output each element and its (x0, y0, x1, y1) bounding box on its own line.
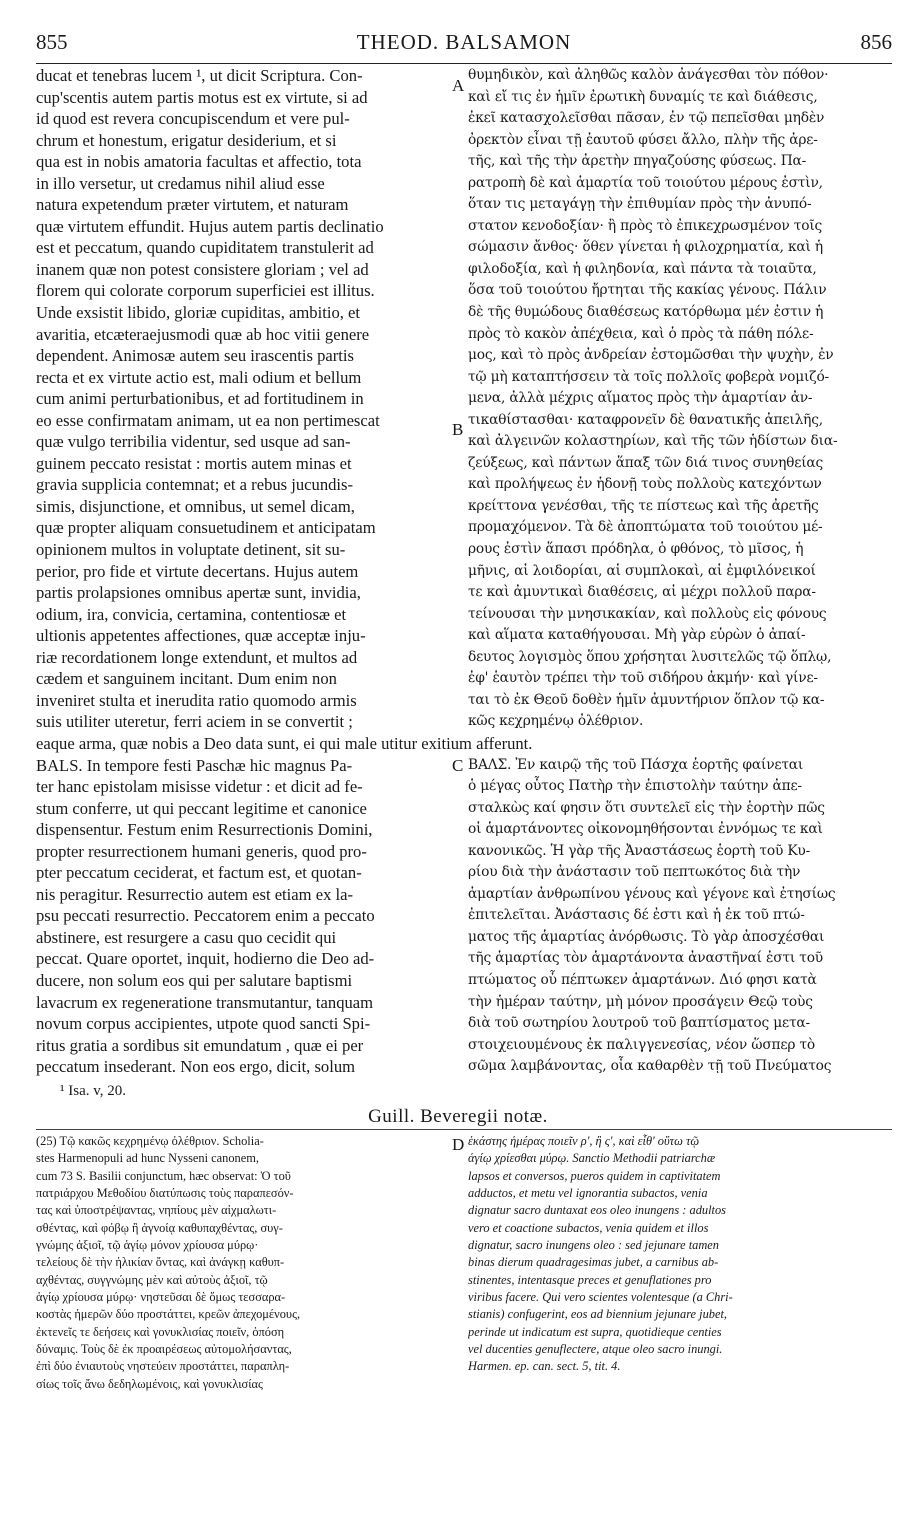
latin-text-line: ter hanc epistolam misisse videtur : et dicit ad fe- (36, 777, 363, 797)
notes-right-column (468, 1133, 893, 1376)
greek-text-line: μος, καὶ τὸ πρὸς ἀνδρείαν ἐστομῶσθαι τὴν ψυχὴν, ἐν (468, 347, 834, 364)
greek-text-line: σώμασιν ἄνθος· ὅθεν γίνεται ἡ φιλοχρηματία, καὶ ἡ (468, 239, 823, 256)
greek-text-line: ἁμαρτίαν ἀνθρωπίνου γένους καὶ γέγονε καὶ ἐτησίως (468, 885, 836, 902)
note-text-line: Harmen. ep. can. sect. 5, tit. 4. (468, 1359, 621, 1374)
latin-text-line: ducere, non solum eos qui per salutare baptismi (36, 970, 353, 990)
greek-text-line: προμαχόμενον. Τὰ δὲ ἀποπτώματα τοῦ τοιούτου μέ- (468, 519, 823, 536)
latin-column (36, 65, 533, 1078)
latin-text-line: natura expetendum præter virtutem, et naturam (36, 195, 349, 215)
greek-text-line: ζεύξεως, καὶ πάντων ἅπαξ τῶν διά τινος συνηθείας (468, 454, 824, 471)
greek-text-line: τῷ μὴ καταπτήσσειν τὰ τοῖς πολλοῖς φοβερὰ νομιζό- (468, 368, 830, 385)
greek-text-line: ἐκεῖ κατασχολεῖσθαι πᾶσαν, ἐν τῷ πεπεῖσθαι μηδὲν (468, 110, 825, 127)
note-text-line: stes Harmenopuli ad hunc Nysseni canonem, (36, 1151, 259, 1166)
margin-letter-a: A (452, 76, 465, 95)
note-text-line: ἐκτενεῖς τε δεήσεις καὶ γονυκλισίας ποιεῖν, ὁπόση (36, 1324, 285, 1339)
greek-text-line: ὅσα τοῦ τοιούτου ἤρτηται τῆς κακίας γένους. Πάλιν (468, 282, 827, 299)
latin-text-line: quæ propter aliquam consuetudinem et anticipatam (36, 518, 376, 538)
note-text-line: lapsos et conversos, pueros quidem in captivitatem (468, 1168, 721, 1183)
latin-text-line: est et peccatum, quando cupiditatem transtulerit ad (36, 238, 374, 258)
latin-text-line: cup'scentis autem partis motus est ex virtute, si ad (36, 87, 368, 107)
greek-text-line: στοιχειουμένους ἐκ παλιγγενεσίας, νέον ὥσπερ τὸ (468, 1036, 815, 1053)
greek-text-line: ἐφ' ἑαυτὸν τρέπει τὴν τοῦ σιδήρου ἀκμήν· καὶ γίνε- (468, 670, 818, 687)
greek-text-line: τείνουσαι τὴν μνησικακίαν, καὶ πολλοὺς εἰς φόνους (468, 605, 827, 622)
greek-text-line: ὅταν τις μεταγάγῃ τὴν ἐπιθυμίαν πρὸς τὴν ἀνυπό- (468, 196, 812, 213)
note-text-line: stinentes, intentasque preces et genuflationes pro (468, 1272, 712, 1287)
latin-text-line: simis, disjunctione, et omnibus, ut semel dicam, (36, 496, 355, 516)
latin-text-line: in illo versetur, ut credamus nihil aliud esse (36, 173, 325, 193)
latin-text-line: chrum et honestum, erigatur desiderium, et si (36, 130, 337, 150)
header-rule (36, 63, 892, 64)
note-text-line: dignatur, sacro inungens oleo : sed jejunare tamen (468, 1238, 719, 1253)
note-text-line: δύναμις. Τοὺς δὲ ἐκ προαιρέσεως αὐτομολήσαντας, (36, 1342, 292, 1357)
greek-text-line: ὀρεκτὸν εἶναι τῇ ἑαυτοῦ φύσει ἄλλο, πλὴν τῆς ἀρε- (468, 131, 818, 148)
greek-text-line: δὲ τῆς θυμώδους διαθέσεως κατόρθωμα μέν ἐστιν ἡ (468, 304, 824, 321)
margin-letter-b: B (452, 420, 464, 439)
greek-text-line: τῆς ἁμαρτίας τὸν ἁμαρτάνοντα ἀναστῆναί ἐστι τοῦ (468, 950, 823, 967)
note-text-line: stianis) confugerint, eos ad biennium jejunare jubet, (468, 1307, 728, 1322)
latin-text-line: nis peragitur. Resurrectio autem est etiam ex la- (36, 884, 354, 904)
latin-text-line: recta et ex virtute actio est, mali odium et bellum (36, 367, 362, 387)
greek-text-line: δευτος λογισμὸς ὅπου χρήσηται λυσιτελῶς τῷ ὅπλῳ, (468, 648, 832, 665)
latin-text-line: lavacrum ex regeneratione transmutantur, tanquam (36, 992, 374, 1012)
latin-text-line: ducat et tenebras lucem ¹, ut dicit Scriptura. Con- (36, 66, 363, 85)
note-text-line: vel ducenties genuflectere, atque oleo sacro inungi. (468, 1342, 723, 1357)
greek-text-line: μῆνις, αἱ λοιδορίαι, αἱ συμπλοκαὶ, αἱ ἐμφιλόνεικοί (468, 562, 816, 579)
latin-text-line: novum corpus accipientes, utpote quod sancti Spi- (36, 1014, 371, 1034)
margin-letter-c: C (452, 756, 464, 775)
note-text-line: viribus facere. Qui vero scientes volentesque (a Chri- (468, 1290, 733, 1305)
greek-text-line: κρείττονα γενέσθαι, τῆς τε πίστεως καὶ τῆς ἀρετῆς (468, 497, 819, 514)
latin-text-line: stum conferre, ut qui peccant legitime et canonice (36, 798, 367, 818)
latin-text-line: dependent. Animosæ autem seu irascentis partis (36, 346, 354, 366)
latin-text-line: inanem quæ non potest consistere gloriam ; vel ad (36, 259, 369, 279)
latin-text-line: florem qui colorate corporum superficiei est illitus. (36, 281, 375, 301)
greek-text-line: τῆς, καὶ τῆς τὴν ἀρετὴν πηγαζούσης φύσεως. Πα- (468, 153, 807, 170)
latin-text-line: psu peccati resurrectio. Peccatorem enim a peccato (36, 906, 375, 926)
latin-text-line: guinem peccato resistat : mortis autem minas et (36, 453, 352, 473)
latin-text-line: suis utiliter uteretur, ferri aciem in se convertit ; (36, 712, 353, 732)
greek-text-line: ματος τῆς ἁμαρτίας ἀνόρθωσις. Τὸ γὰρ ἀποσχέσθαι (468, 928, 825, 945)
latin-text-line: partis prolapsiones omnibus apertæ sunt, invidia, (36, 583, 361, 603)
latin-text-line: dispensentur. Festum enim Resurrectionis Domini, (36, 820, 373, 840)
latin-text-line: gravia supplicia contemnat; et a rebus jucundis- (36, 475, 354, 495)
page-number-right: 856 (860, 30, 892, 54)
greek-text-line: ται τὸ ἐκ Θεοῦ δοθὲν ἡμῖν ἀμυντήριον ὅπλον τῷ κα- (468, 691, 825, 708)
latin-text-line: eo esse confirmatam animam, ut ea non pertimescat (36, 410, 380, 430)
margin-letter-d: D (452, 1135, 465, 1154)
latin-text-line: Unde exsistit libido, gloriæ cupiditas, ambitio, et (36, 303, 361, 323)
note-text-line: binas dierum quadragesimas jubet, a carnibus ab- (468, 1255, 719, 1270)
note-text-line: σίως τοῖς ἄνω δεδηλωμένοις, καὶ γονυκλισίας (36, 1376, 263, 1391)
note-text-line: πατριάρχου Μεθοδίου διατύπωσις τοὺς παραπεσόν- (36, 1186, 294, 1201)
note-text-line: vero et coactione subactos, venia quidem et illos (468, 1220, 709, 1235)
greek-text-line: ρίου διὰ τὴν ἀνάστασιν τοῦ πεπτωκότος διὰ τὴν (468, 864, 801, 881)
note-text-line: (25) Τῷ κακῶς κεχρημένῳ ὀλέθριον. Scholia- (36, 1134, 264, 1148)
greek-text-line: πτώματος οὗ πέπτωκεν ἁμαρτάνων. Διό φησι κατὰ (468, 971, 817, 988)
latin-text-line: ritus gratia a sordibus sit emundatum , quæ ei per (36, 1035, 364, 1055)
greek-text-line: ὁ μέγας οὗτος Πατὴρ τὴν ἐπιστολὴν ταύτην ἀπε- (468, 778, 802, 795)
greek-text-line: τὴν ἡμέραν ταύτην, μὴ μόνον προσάγειν Θεῷ τοὺς (468, 993, 813, 1010)
latin-text-line: pter peccatum ceciderat, et factum est, et quotan- (36, 863, 362, 883)
latin-text-line: quæ virtutem effundit. Hujus autem partis declinatio (36, 216, 384, 236)
note-text-line: κοστὰς ἡμερῶν δύο προστάττει, κρεῶν ἀπεχομένους, (36, 1307, 301, 1322)
greek-text-line: κανονικῶς. Ἡ γὰρ τῆς Ἀναστάσεως ἑορτὴ τοῦ Κυ- (468, 842, 811, 859)
latin-text-line: ultionis appetentes affectiones, quæ acceptæ inju- (36, 626, 366, 646)
page-number-left: 855 (36, 30, 68, 54)
latin-text-line: peccat. Quare oportet, inquit, hodierno die Deo ad- (36, 949, 375, 969)
latin-text-line: qua est in nobis amatoria facultas et affectio, tota (36, 152, 362, 172)
greek-text-line: διὰ τοῦ σωτηρίου λουτροῦ τοῦ βαπτίσματος μετα- (468, 1015, 810, 1032)
latin-text-line: riæ recordationem longe extendunt, et multos ad (36, 647, 358, 667)
greek-text-line: θυμηδικὸν, καὶ ἀληθῶς καλὸν ἀνάγεσθαι τὸν πόθον· (468, 67, 829, 83)
greek-text-line: ΒΑΛΣ. Ἐν καιρῷ τῆς τοῦ Πάσχα ἑορτῆς φαίνεται (468, 756, 804, 773)
running-title: THEOD. BALSAMON (356, 30, 572, 54)
note-text-line: ἑκάστης ἡμέρας ποιεῖν ρ', ἢ ς', καὶ εἶθ' οὕτω τῷ (468, 1134, 700, 1148)
greek-column (468, 65, 893, 1078)
greek-text-line: καὶ εἴ τις ἐν ἡμῖν ἐρωτικὴ δυναμίς τε καὶ διάθεσις, (468, 88, 818, 105)
greek-text-line: σταλκὼς καί φησιν ὅτι συντελεῖ εἰς τὴν ἑορτὴν πῶς (468, 799, 825, 816)
notes-left-column (36, 1133, 454, 1393)
greek-text-line: καὶ προλήψεως ἐν ἡδονῇ τοὺς πολλοὺς κατεχόντων (468, 476, 822, 493)
latin-text-line: odium, ira, convicia, certamina, contentiosæ et (36, 604, 347, 624)
greek-text-line: ρους ἐστὶν ἅπασι πρόδηλα, ὁ φθόνος, τὸ μῖσος, ἡ (468, 541, 804, 558)
notes-rule (36, 1129, 892, 1130)
greek-text-line: πρὸς τὸ κακὸν ἀπέχθεια, καὶ ὁ πρὸς τὰ πάθη πόλε- (468, 325, 814, 342)
greek-text-line: σῶμα λαμβάνοντας, οἷα καθαρθὲν τῇ τοῦ Πνεύματος (468, 1058, 832, 1075)
note-text-line: ἐπὶ δύο ἐνιαυτοὺς νηστεύειν προστάττει, παραπλη- (36, 1359, 290, 1374)
latin-text-line: perior, pro fide et virtute decertans. Hujus autem (36, 561, 359, 581)
greek-text-line: στατον κενοδοξίαν· ἢ πρὸς τὸ ἐπικεχρωσμένον τοῖς (468, 217, 823, 234)
note-text-line: ἁγίῳ χρίεσθαι μύρῳ. Sanctio Methodii patriarchæ (468, 1151, 716, 1166)
note-text-line: dignatur sacro duntaxat eos oleo inungens : adultos (468, 1203, 727, 1218)
greek-text-line: τικαθίστασθαι· καταφρονεῖν δὲ θανατικῆς ἀπειλῆς, (468, 411, 823, 428)
latin-text-line: opinionem multos in voluptate detinent, sit su- (36, 540, 346, 560)
greek-text-line: καὶ ἀλγεινῶν κολαστηρίων, καὶ τῆς τῶν ἡδίστων δια- (468, 433, 838, 450)
greek-text-line: ἐπιτελεῖται. Ἀνάστασις δέ ἐστι καὶ ἡ ἐκ τοῦ πτώ- (468, 907, 805, 924)
latin-text-line: BALS. In tempore festi Paschæ hic magnus Pa- (36, 755, 353, 775)
page-header (36, 30, 892, 60)
latin-text-line: propter resurrectionem humani generis, quod pro- (36, 841, 367, 861)
greek-text-line (468, 733, 893, 755)
latin-text-line: eaque arma, quæ nobis a Deo data sunt, ei qui male utitur exitium afferunt. (36, 733, 533, 753)
note-text-line: γνώμης ἀξιοῖ, τῷ ἁγίῳ μόνον χρίουσα μύρῳ· (36, 1238, 259, 1253)
notes-title: Guill. Beveregii notæ. (368, 1106, 548, 1127)
latin-text-line: cædem et sanguinem incitant. Dum enim non (36, 669, 337, 689)
note-text-line: perinde ut indicatum est supra, quotidieque centies (468, 1324, 722, 1339)
note-text-line: τελείους δὲ τὴν ἡλικίαν ὄντας, καὶ ἀνάγκῃ καθυπ- (36, 1255, 285, 1270)
latin-text-line: quæ vulgo terribilia videntur, sed usque ad san- (36, 432, 351, 452)
greek-text-line: κῶς κεχρημένῳ ὀλέθριον. (468, 713, 644, 730)
greek-text-line: ρατροπὴ δὲ καὶ ἁμαρτία τοῦ τοιούτου μέρους ἐστὶν, (468, 174, 823, 191)
footnote: ¹ Isa. v, 20. (60, 1083, 127, 1099)
greek-text-line: φιλοδοξία, καὶ ἡ φιληδονία, καὶ πάντα τὰ τοιαῦτα, (468, 260, 817, 277)
greek-text-line: τε καὶ ἀμυντικαὶ διαθέσεις, αἱ μέχρι πολλοῦ παρα- (468, 584, 816, 601)
note-text-line: αχθέντας, συγγνώμης μὲν καὶ αὐτοὺς ἀξιοῖ, τῷ (36, 1272, 268, 1287)
note-text-line: ἁγίῳ χρίουσα μύρῳ· νηστεῦσαι δὲ ὅμως τεσσαρα- (36, 1290, 286, 1305)
greek-text-line: μενα, ἀλλὰ μέχρις αἵματος πρὸς τὴν ἁμαρτίαν ἀν- (468, 390, 813, 407)
note-text-line: σθέντας, καὶ φόβῳ ἢ ἀγνοίᾳ καθυπαχθέντας, συγ- (36, 1220, 283, 1235)
latin-text-line: peccatum insederant. Non eos ergo, dicit, solum (36, 1057, 356, 1077)
note-text-line: adductos, et metu vel ignorantia subactos, venia (468, 1186, 708, 1201)
greek-text-line: καὶ αἵματα καταθήγουσαι. Μὴ γὰρ εὑρὼν ὁ ἀπαί- (468, 627, 806, 644)
latin-text-line: id quod est revera concupiscendum et vere pul- (36, 109, 350, 129)
note-text-line: τας καὶ ὑποστρέψαντας, νηπίους μὲν αἰχμαλωτι- (36, 1203, 277, 1218)
note-text-line: cum 73 S. Basilii conjunctum, hæc observat: Ὁ τοῦ (36, 1168, 291, 1183)
latin-text-line: inveniret stulta et inerudita ratio quomodo armis (36, 690, 357, 710)
latin-text-line: abstinere, est resurgere a casu quo cecidit qui (36, 927, 337, 947)
latin-text-line: cum animi perturbationibus, et ad fortitudinem in (36, 389, 364, 409)
latin-text-line: avaritia, etcæteraejusmodi quæ ab hoc vitii genere (36, 324, 370, 344)
greek-text-line: οἱ ἁμαρτάνοντες οἰκονομηθήσονται ἐννόμως τε καὶ (468, 821, 823, 838)
